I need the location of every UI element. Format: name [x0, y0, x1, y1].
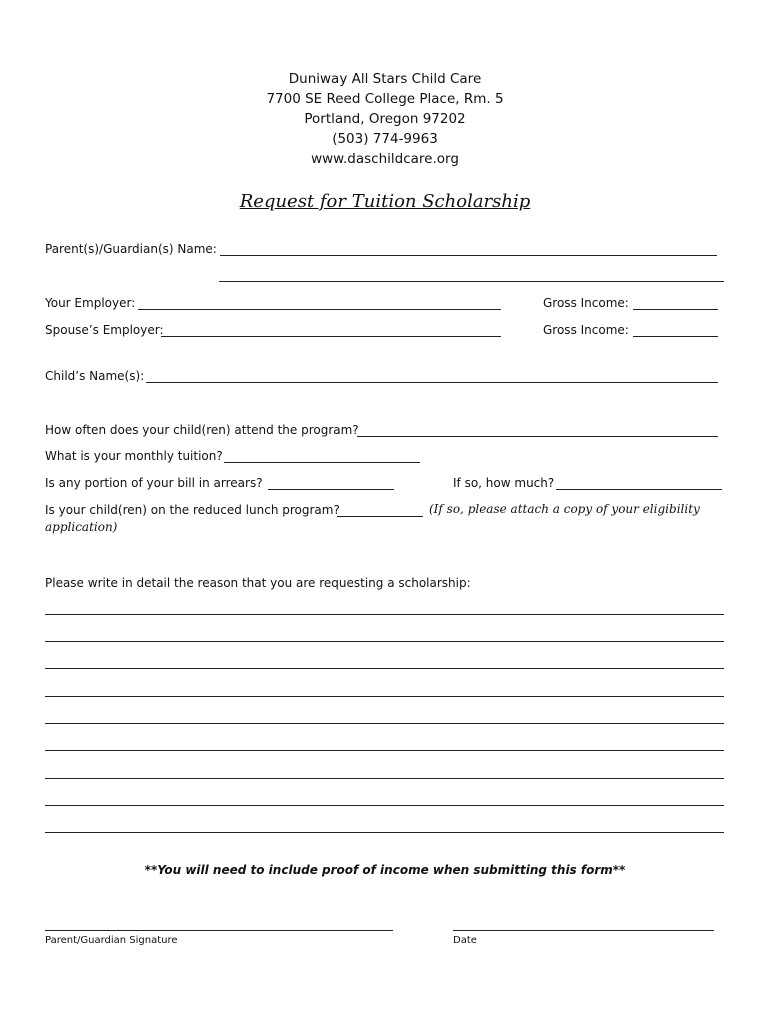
reason-line[interactable]: [45, 614, 724, 615]
reason-line[interactable]: [45, 723, 724, 724]
arrears-label: Is any portion of your bill in arrears?: [45, 476, 263, 490]
tuition-field[interactable]: [224, 462, 420, 463]
gross-income-label: Gross Income:: [543, 296, 629, 310]
reduced-lunch-field[interactable]: [337, 516, 423, 517]
employer-field[interactable]: [138, 309, 501, 310]
attendance-field[interactable]: [357, 436, 718, 437]
gross-income-field[interactable]: [633, 309, 718, 310]
org-phone: (503) 774-9963: [332, 131, 438, 147]
reason-label: Please write in detail the reason that you are requesting a scholarship:: [45, 576, 471, 590]
parent-name-field[interactable]: [220, 255, 717, 256]
spouse-gross-income-label: Gross Income:: [543, 323, 629, 337]
attendance-label: How often does your child(ren) attend the program?: [45, 423, 359, 437]
reduced-lunch-note: (If so, please attach a copy of your eligibility: [429, 502, 700, 516]
date-field[interactable]: [453, 930, 714, 931]
org-name: Duniway All Stars Child Care: [288, 71, 482, 87]
how-much-field[interactable]: [556, 489, 722, 490]
org-address-line2: Portland, Oregon 97202: [304, 111, 466, 127]
reason-line[interactable]: [45, 805, 724, 806]
parent-name-label: Parent(s)/Guardian(s) Name:: [45, 242, 217, 256]
reduced-lunch-note-cont: application): [45, 520, 118, 534]
child-names-label: Child’s Name(s):: [45, 369, 145, 383]
how-much-label: If so, how much?: [453, 476, 555, 490]
reason-line[interactable]: [45, 668, 724, 669]
spouse-employer-field[interactable]: [161, 336, 501, 337]
date-label: Date: [453, 935, 477, 946]
employer-label: Your Employer:: [45, 296, 136, 310]
arrears-field[interactable]: [268, 489, 394, 490]
org-website: www.daschildcare.org: [311, 151, 459, 167]
form-title: Request for Tuition Scholarship: [239, 191, 531, 212]
reason-line[interactable]: [45, 696, 724, 697]
parent-name-field-2[interactable]: [219, 281, 724, 282]
org-address-line1: 7700 SE Reed College Place, Rm. 5: [266, 91, 504, 107]
signature-label: Parent/Guardian Signature: [45, 935, 178, 946]
tuition-label: What is your monthly tuition?: [45, 449, 223, 463]
reduced-lunch-label: Is your child(ren) on the reduced lunch program?: [45, 503, 340, 517]
signature-field[interactable]: [45, 930, 393, 931]
spouse-employer-label: Spouse’s Employer:: [45, 323, 164, 337]
reason-line[interactable]: [45, 641, 724, 642]
reason-line[interactable]: [45, 750, 724, 751]
reason-line[interactable]: [45, 832, 724, 833]
child-names-field[interactable]: [146, 382, 718, 383]
reason-line[interactable]: [45, 778, 724, 779]
proof-of-income-note: **You will need to include proof of income when submitting this form**: [144, 863, 626, 877]
spouse-gross-income-field[interactable]: [633, 336, 718, 337]
